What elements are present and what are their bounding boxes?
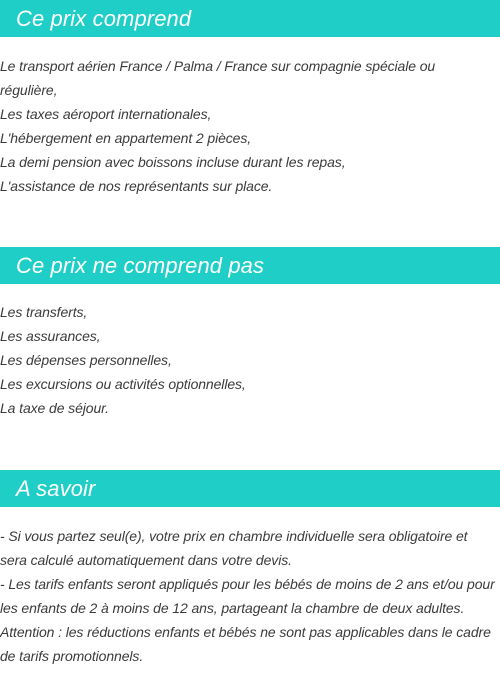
list-item: les enfants de 2 à moins de 12 ans, partageant la chambre de deux adultes. — [0, 600, 465, 616]
list-item: La demi pension avec boissons incluse durant les repas, — [0, 154, 346, 170]
list-item: Les taxes aéroport internationales, — [0, 106, 212, 122]
section-title-includes: Ce prix comprend — [0, 0, 500, 37]
list-item: sera calculé automatiquement dans votre devis. — [0, 552, 292, 568]
list-item: Les transferts, — [0, 304, 88, 320]
list-item: Les dépenses personnelles, — [0, 352, 172, 368]
list-item: L'hébergement en appartement 2 pièces, — [0, 130, 252, 146]
includes-list — [0, 54, 500, 198]
list-item: Les assurances, — [0, 328, 101, 344]
section-title-good-to-know: A savoir — [0, 470, 500, 507]
list-item: Attention : les réductions enfants et bébés ne sont pas applicables dans le cadre — [0, 624, 491, 640]
list-item: - Si vous partez seul(e), votre prix en chambre individuelle sera obligatoire et — [0, 528, 468, 544]
list-item: de tarifs promotionnels. — [0, 648, 144, 664]
list-item: Les excursions ou activités optionnelles, — [0, 376, 246, 392]
good-to-know-list — [0, 524, 500, 668]
list-item: La taxe de séjour. — [0, 400, 109, 416]
list-item: L'assistance de nos représentants sur place. — [0, 178, 273, 194]
list-item: Le transport aérien France / Palma / France sur compagnie spéciale ou — [0, 58, 436, 74]
section-title-excludes: Ce prix ne comprend pas — [0, 247, 500, 284]
excludes-list — [0, 300, 500, 420]
list-item: - Les tarifs enfants seront appliqués pour les bébés de moins de 2 ans et/ou pour — [0, 576, 495, 592]
list-item: régulière, — [0, 82, 58, 98]
